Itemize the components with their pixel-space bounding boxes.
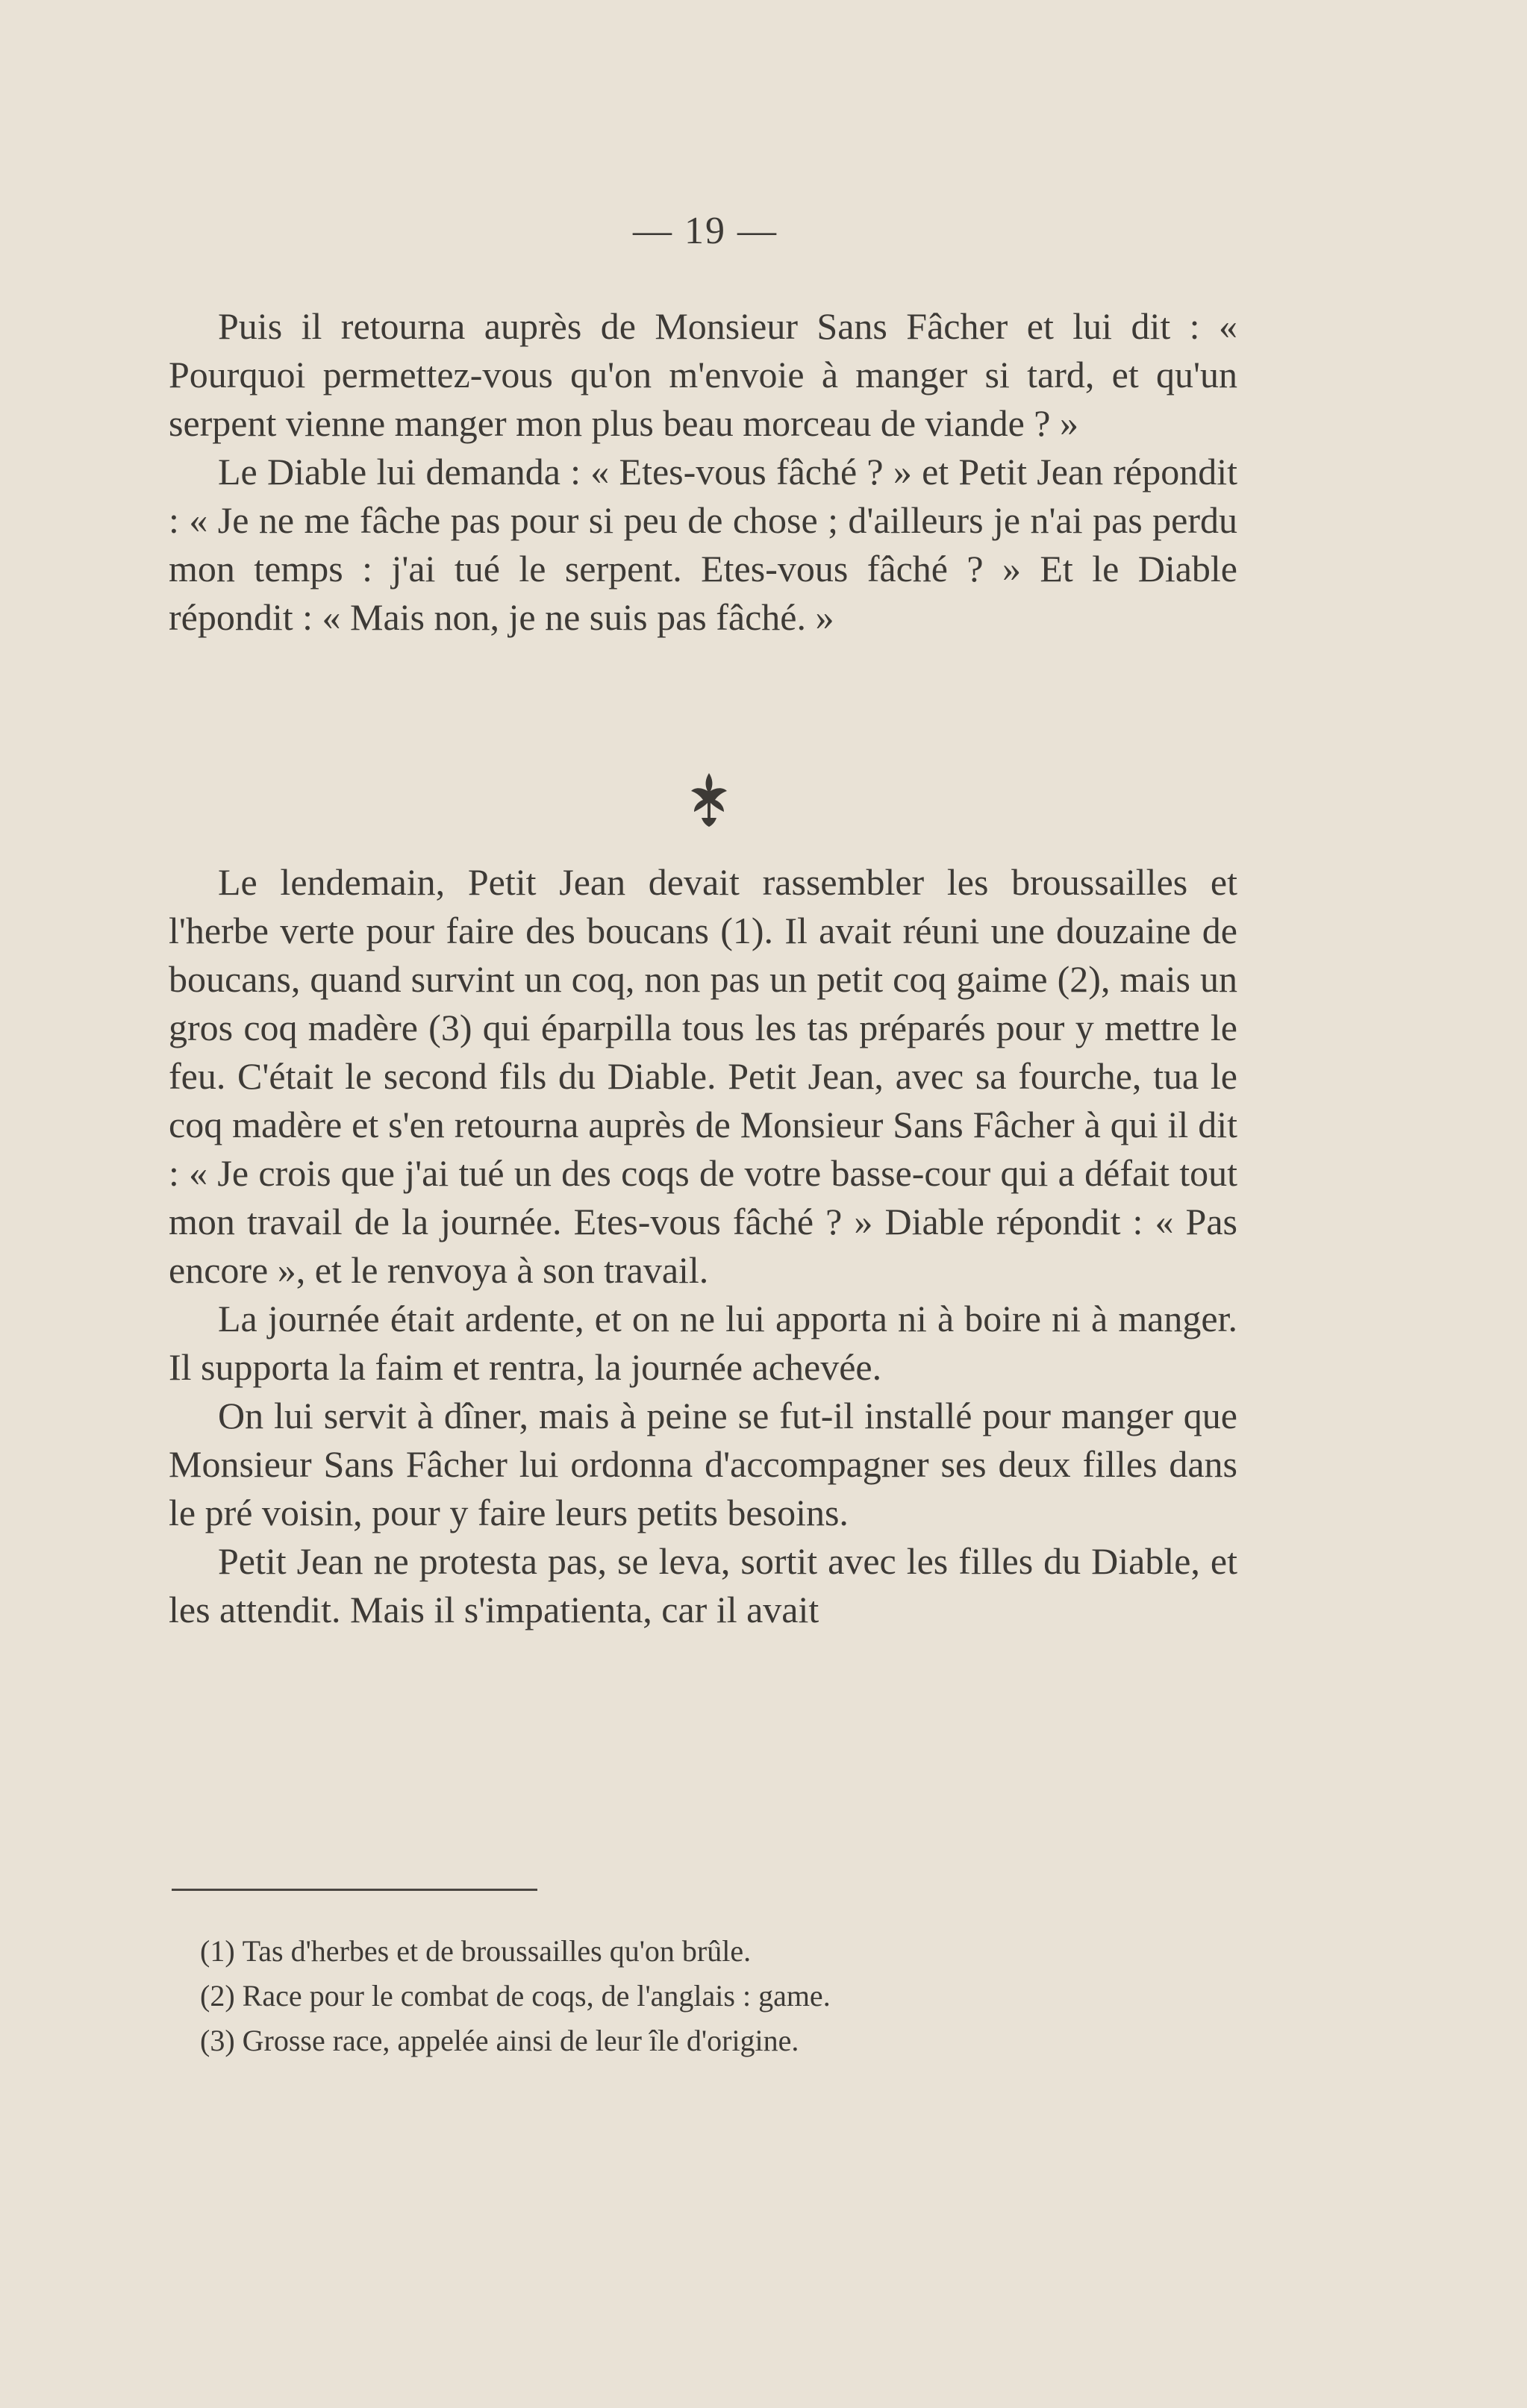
paragraph: Le Diable lui demanda : « Etes-vous fâché ? » et Petit Jean répondit : « Je ne me fâche pas pour si peu de chose ; d'ailleurs je n'ai pas perdu mon temps : j'ai tué le serpent. Etes-vous fâché ? » Et le Diable répondit : « Mais non, je ne suis pas fâché. » [169, 451, 1237, 638]
paragraph: Le lendemain, Petit Jean devait rassembler les broussailles et l'herbe verte pour faire des boucans (1). Il avait réuni une douzaine de boucans, quand survint un coq, non pas un petit coq gaime (2), mais un gros coq madère (3) qui éparpilla tous les tas préparés pour y mettre le feu. C'était le second fils du Diable. Petit Jean, avec sa fourche, tua le coq madère et s'en retourna auprès de Monsieur Sans Fâcher à qui il dit : « Je crois que j'ai tué un des coqs de votre basse-cour qui a défait tout mon travail de la journée. Etes-vous fâché ? » Diable répondit : « Pas encore », et le renvoya à son travail. [169, 861, 1237, 1291]
footnote-text: Grosse race, appelée ainsi de leur île d'origine. [242, 2024, 799, 2057]
fleuron-icon [685, 769, 733, 828]
paragraph: On lui servit à dîner, mais à peine se fut-il installé pour manger que Monsieur Sans Fâcher lui ordonna d'accompagner ses deux filles dans le pré voisin, pour y faire leurs petits besoins. [169, 1395, 1237, 1533]
footnote-mark: (2) [200, 1979, 235, 2013]
footnotes [200, 1929, 1245, 2063]
footnote-text: Race pour le combat de coqs, de l'anglais : game. [242, 1979, 831, 2013]
footnote [200, 2018, 1245, 2063]
paragraph: La journée était ardente, et on ne lui apporta ni à boire ni à manger. Il supporta la faim et rentra, la journée achevée. [169, 1298, 1237, 1388]
footnote-mark: (1) [200, 1934, 235, 1968]
footnote [200, 1929, 1245, 1974]
paragraph: Petit Jean ne protesta pas, se leva, sortit avec les filles du Diable, et les attendit. Mais il s'impatienta, car il avait [169, 1540, 1237, 1630]
footnote [200, 1974, 1245, 2018]
page-number: — 19 — [633, 210, 778, 252]
footnote-text: Tas d'herbes et de broussailles qu'on brûle. [242, 1934, 752, 1968]
text-block-main [169, 858, 1237, 1634]
text-block-top [169, 302, 1237, 642]
footnote-divider [172, 1889, 537, 1891]
footnote-mark: (3) [200, 2024, 235, 2057]
paragraph: Puis il retourna auprès de Monsieur Sans Fâcher et lui dit : « Pourquoi permettez-vous qu'on m'envoie à manger si tard, et qu'un serpent vienne manger mon plus beau morceau de viande ? » [169, 305, 1237, 444]
